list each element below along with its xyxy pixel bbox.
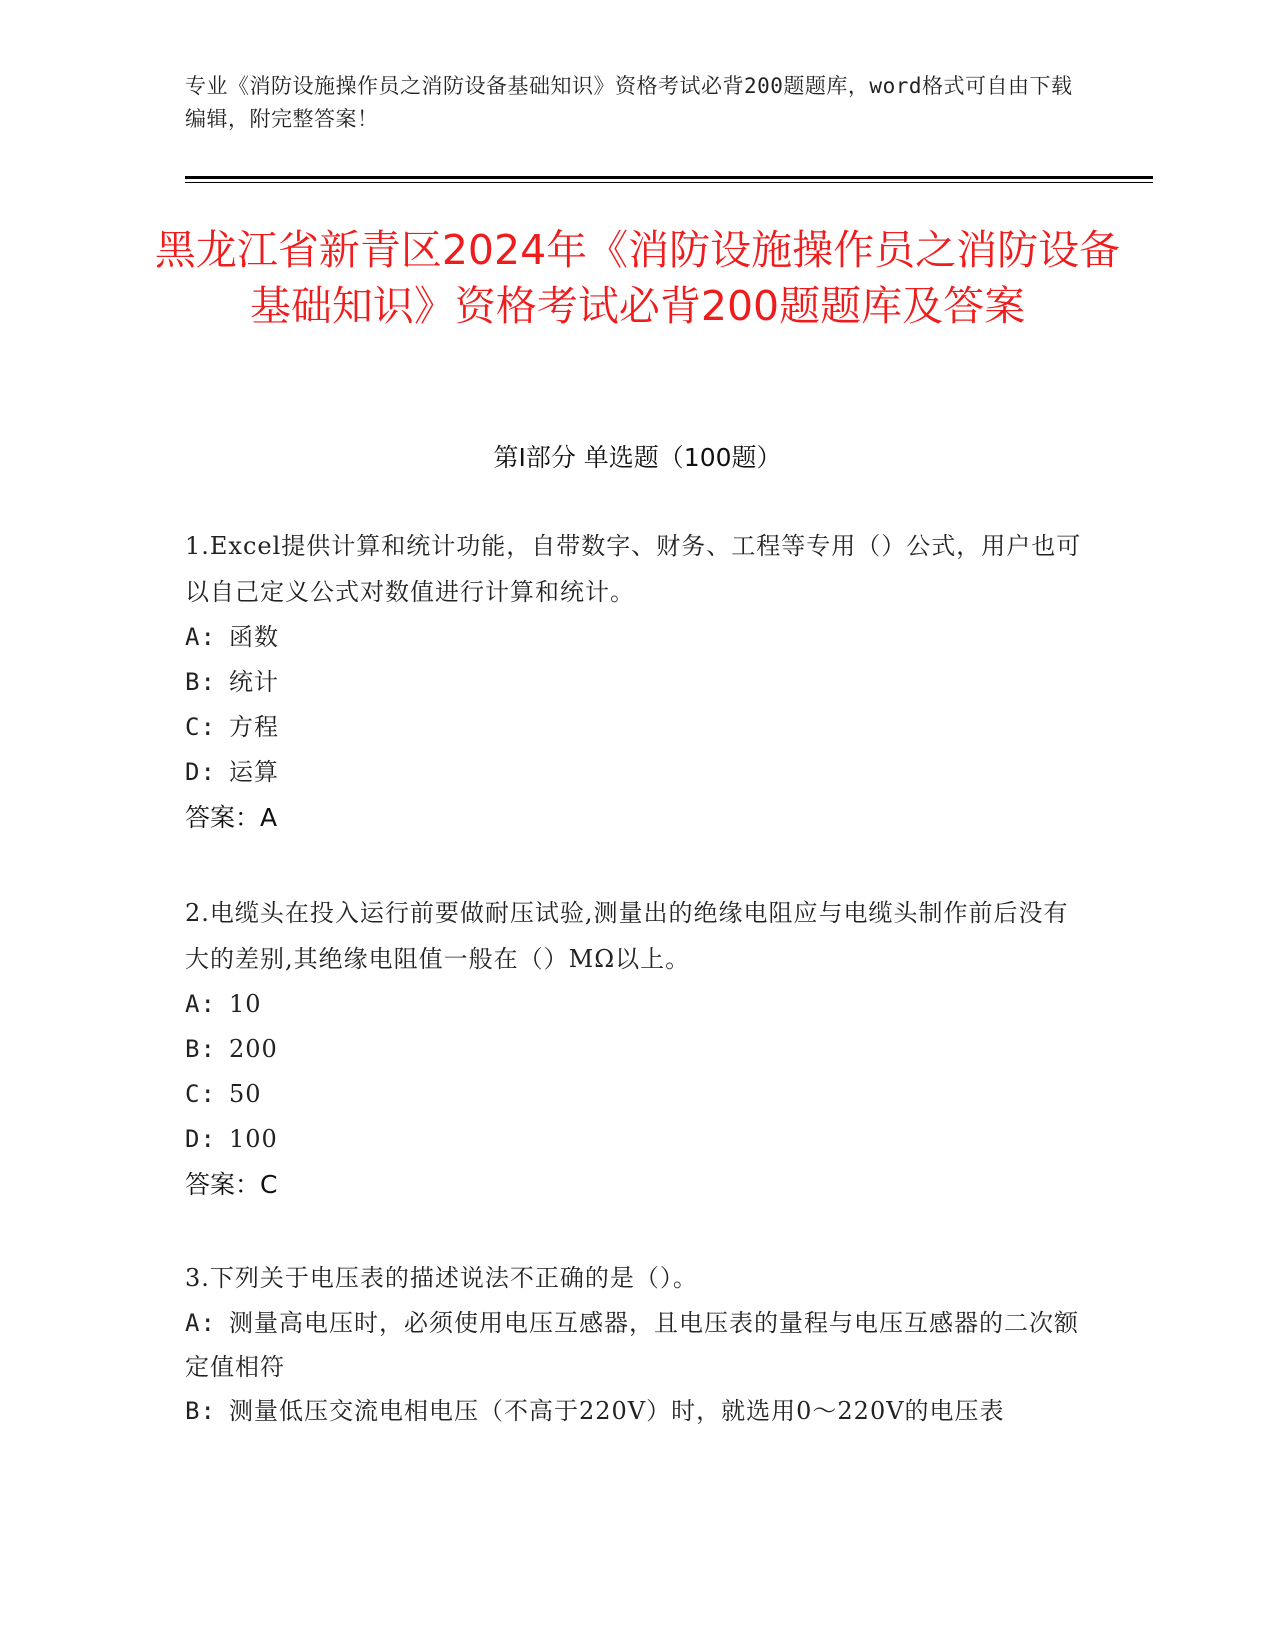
option-letter: A: <box>185 1309 216 1337</box>
document-title: 黑龙江省新青区2024年《消防设施操作员之消防设备基础知识》资格考试必背200题题库及答案 <box>154 226 1121 330</box>
answer-label: 答案：A <box>185 803 278 832</box>
option-letter: A: <box>185 623 216 651</box>
option-a <box>185 982 1085 1027</box>
answer-label: 答案：C <box>185 1170 278 1199</box>
option-d <box>185 750 1085 795</box>
option-c <box>185 705 1085 750</box>
option-letter: C: <box>185 1080 216 1108</box>
option-text: 10 <box>229 990 262 1018</box>
option-text: 运算 <box>229 758 279 786</box>
header-rule-thick <box>185 176 1153 179</box>
option-letter: B: <box>185 668 216 696</box>
option-b <box>185 1389 1085 1433</box>
section-heading: 第I部分 单选题（100题） <box>493 443 782 472</box>
question-text: 2.电缆头在投入运行前要做耐压试验,测量出的绝缘电阻应与电缆头制作前后没有大的差别,其绝缘电阻值一般在（）MΩ以上。 <box>185 899 1069 973</box>
question-3 <box>185 1255 1085 1433</box>
option-text: 测量低压交流电相电压（不高于220V）时，就选用0～220V的电压表 <box>229 1397 1005 1425</box>
option-letter: B: <box>185 1397 216 1425</box>
option-text: 200 <box>229 1035 278 1063</box>
option-letter: D: <box>185 1125 216 1153</box>
question-2 <box>185 890 1085 1208</box>
option-b <box>185 660 1085 705</box>
header-rule-thin <box>185 182 1153 183</box>
option-text: 测量高电压时，必须使用电压互感器，且电压表的量程与电压互感器的二次额定值相符 <box>185 1309 1079 1381</box>
option-d <box>185 1117 1085 1162</box>
option-text: 统计 <box>229 668 279 696</box>
header-note: 专业《消防设施操作员之消防设备基础知识》资格考试必背200题题库，word格式可自由下载编辑，附完整答案！ <box>185 74 1073 131</box>
option-a <box>185 615 1085 660</box>
option-text: 100 <box>229 1125 278 1153</box>
option-text: 方程 <box>229 713 279 741</box>
option-b <box>185 1027 1085 1072</box>
question-1 <box>185 523 1085 841</box>
option-letter: A: <box>185 990 216 1018</box>
option-letter: C: <box>185 713 216 741</box>
question-text: 1.Excel提供计算和统计功能，自带数字、财务、工程等专用（）公式，用户也可以自己定义公式对数值进行计算和统计。 <box>185 532 1082 606</box>
question-text: 3.下列关于电压表的描述说法不正确的是（）。 <box>185 1264 698 1292</box>
option-text: 函数 <box>229 623 279 651</box>
option-letter: B: <box>185 1035 216 1063</box>
option-a <box>185 1301 1085 1389</box>
option-c <box>185 1072 1085 1117</box>
option-text: 50 <box>229 1080 262 1108</box>
option-letter: D: <box>185 758 216 786</box>
